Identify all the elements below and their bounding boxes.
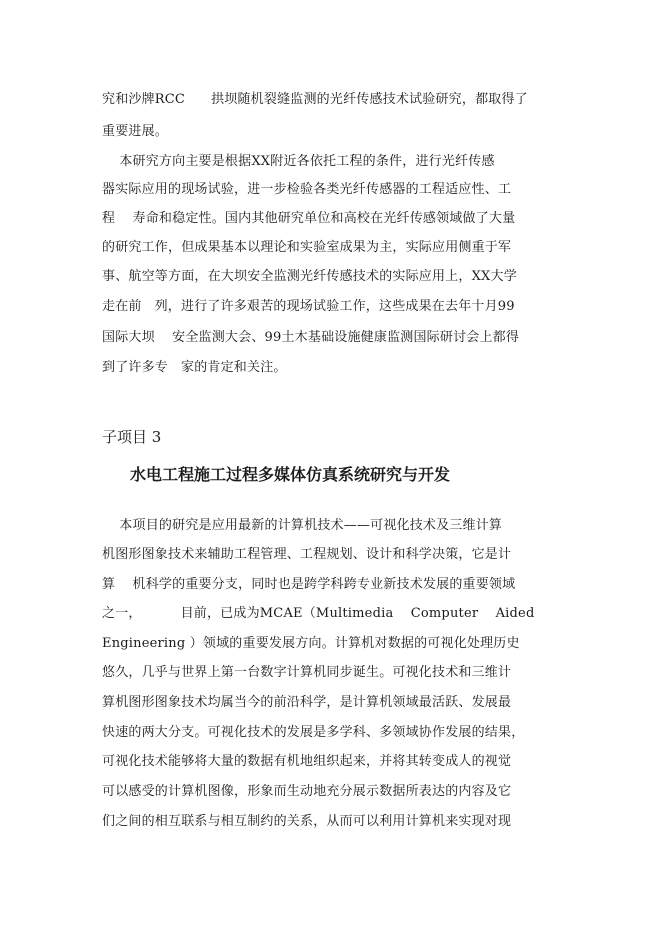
text-line: 之一， 目前，已成为MCAE（Multimedia Computer Aided — [102, 606, 535, 621]
text-line: 可视化技术能够将大量的数据有机地组织起来，并将其转变成人的视觉 — [102, 754, 512, 769]
text-line: 快速的两大分支。可视化技术的发展是多学科、多领域协作发展的结果， — [102, 725, 525, 740]
text-line: 算机图形图象技术均属当今的前沿科学，是计算机领域最活跃、发展最 — [102, 695, 512, 710]
text-line: 们之间的相互联系与相互制约的关系，从而可以利用计算机来实现对现 — [102, 814, 512, 829]
text-line: 算 机科学的重要分支，同时也是跨学科跨专业新技术发展的重要领域 — [102, 577, 516, 592]
text-line: 重要进展。 — [102, 124, 169, 139]
text-line: 的研究工作，但成果基本以理论和实验室成果为主，实际应用侧重于军 — [102, 240, 512, 255]
subproject-heading: 子项目 3 — [102, 428, 162, 446]
text-line: 机图形图象技术来辅助工程管理、工程规划、设计和科学决策，它是计 — [102, 547, 512, 562]
text-line: 本研究方向主要是根据XX附近各依托工程的条件，进行光纤传感 — [102, 154, 495, 169]
section-title: 水电工程施工过程多媒体仿真系统研究与开发 — [130, 465, 451, 484]
text-line: 事、航空等方面，在大坝安全监测光纤传感技术的实际应用上，XX大学 — [102, 269, 517, 284]
text-line: Engineering ）领域的重要发展方向。计算机对数据的可视化处理历史 — [102, 636, 520, 651]
text-line: 器实际应用的现场试验，进一步检验各类光纤传感器的工程适应性、工 — [102, 182, 512, 197]
text-line: 国际大坝 安全监测大会、99土木基础设施健康监测国际研讨会上都得 — [102, 330, 520, 345]
text-line: 到了许多专 家的肯定和关注。 — [102, 360, 287, 375]
text-line: 程 寿命和稳定性。国内其他研究单位和高校在光纤传感领域做了大量 — [102, 211, 516, 226]
text-line: 走在前 列，进行了许多艰苦的现场试验工作，这些成果在去年十月99 — [102, 299, 515, 314]
text-line: 本项目的研究是应用最新的计算机技术——可视化技术及三维计算 — [102, 518, 503, 533]
text-line: 悠久，几乎与世界上第一台数字计算机同步诞生。可视化技术和三维计 — [102, 665, 512, 680]
text-line: 可以感受的计算机图像，形象而生动地充分展示数据所表达的内容及它 — [102, 784, 512, 799]
text-line: 究和沙牌RCC 拱坝随机裂缝监测的光纤传感技术试验研究，都取得了 — [102, 92, 528, 107]
